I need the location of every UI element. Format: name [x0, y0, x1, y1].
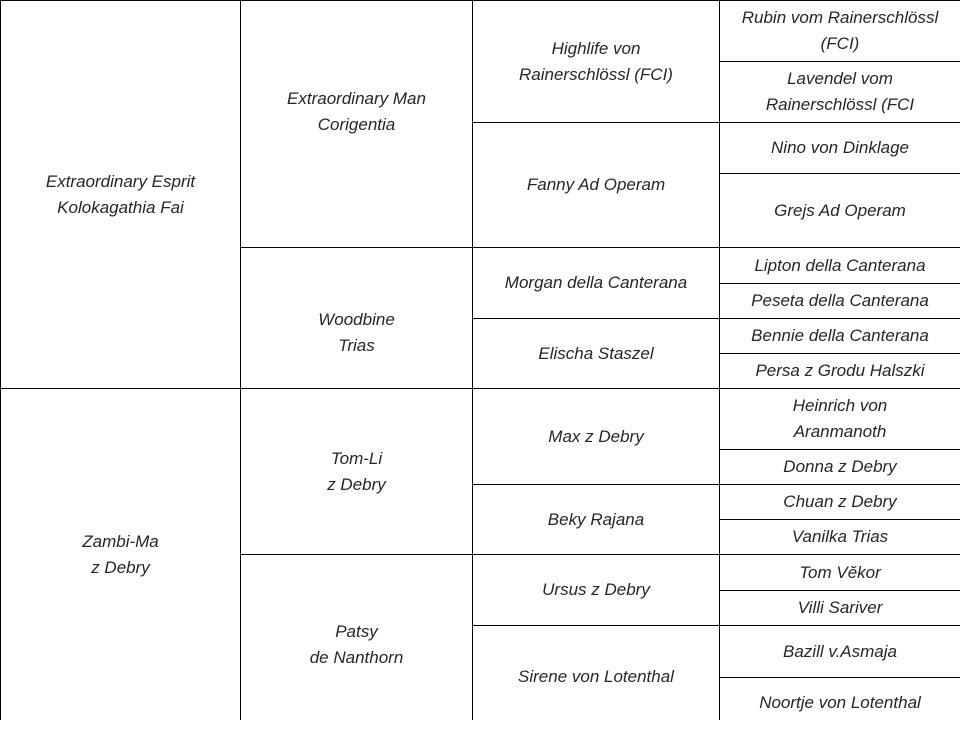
ancestor-name: Donna z Debry	[783, 457, 897, 476]
ancestor-cell	[720, 248, 960, 283]
ancestor-name: Lipton della Canterana	[754, 255, 926, 275]
ancestor-cell	[720, 485, 960, 519]
grandparent-cell	[241, 1, 472, 223]
ancestor-name: Persa z Grodu Halszki	[755, 361, 925, 380]
sire-cell	[1, 1, 240, 388]
great-grandparent-cell	[473, 123, 719, 247]
ancestor-cell	[720, 450, 960, 484]
great-grandparent-name: Highlife von Rainerschlössl (FCI)	[519, 38, 673, 84]
grandparent-cell	[241, 389, 472, 554]
ancestor-cell	[720, 678, 960, 728]
ancestor-name: Peseta della Canterana	[751, 291, 929, 310]
ancestor-name: Villi Sariver	[797, 598, 883, 617]
ancestor-name: Tom Vĕkor	[799, 562, 881, 582]
great-grandparent-name: Morgan della Canterana	[504, 273, 688, 292]
great-grandparent-cell	[473, 319, 719, 388]
great-grandparent-cell	[473, 248, 719, 318]
ancestor-cell	[720, 1, 960, 61]
dam-cell	[1, 389, 240, 720]
great-grandparent-cell	[473, 555, 719, 625]
great-grandparent-name: Elischa Staszel	[538, 343, 654, 363]
ancestor-cell	[720, 284, 960, 318]
great-grandparent-cell	[473, 485, 719, 554]
ancestor-cell	[720, 591, 960, 625]
grandparent-cell	[241, 555, 472, 735]
ancestor-name: Noortje von Lotenthal	[759, 693, 921, 712]
ancestor-cell	[720, 62, 960, 122]
ancestor-cell	[720, 520, 960, 554]
grandparent-name: Patsy de Nanthorn	[309, 622, 404, 667]
great-grandparent-name: Sirene von Lotenthal	[518, 667, 674, 686]
great-grandparent-name: Beky Rajana	[547, 509, 645, 529]
ancestor-name: Nino von Dinklage	[771, 138, 909, 157]
dam-name: Zambi-Ma z Debry	[82, 531, 159, 577]
great-grandparent-cell	[473, 389, 719, 484]
grandparent-name: Woodbine Trias	[318, 310, 395, 355]
grandparent-name: Extraordinary Man Corigentia	[287, 89, 426, 134]
great-grandparent-name: Ursus z Debry	[542, 580, 650, 599]
ancestor-cell	[720, 123, 960, 173]
ancestor-cell	[720, 174, 960, 247]
great-grandparent-cell	[473, 626, 719, 728]
ancestor-cell	[720, 555, 960, 590]
ancestor-name: Bazill v.Asmaja	[783, 641, 897, 661]
great-grandparent-cell	[473, 1, 719, 122]
ancestor-cell	[720, 319, 960, 353]
ancestor-cell	[720, 389, 960, 449]
ancestor-cell	[720, 626, 960, 677]
ancestor-name: Grejs Ad Operam	[774, 200, 906, 220]
ancestor-name: Chuan z Debry	[783, 492, 897, 511]
ancestor-name: Bennie della Canterana	[751, 326, 929, 345]
ancestor-name: Heinrich von Aranmanoth	[792, 396, 888, 441]
sire-name: Extraordinary Esprit Kolokagathia Fai	[45, 171, 196, 217]
ancestor-name: Rubin vom Rainerschlössl (FCI)	[741, 8, 939, 53]
grandparent-name: Tom-Li z Debry	[327, 448, 386, 494]
ancestor-name: Vanilka Trias	[791, 527, 889, 546]
great-grandparent-name: Max z Debry	[548, 426, 644, 446]
great-grandparent-name: Fanny Ad Operam	[526, 175, 666, 194]
ancestor-name: Lavendel vom Rainerschlössl (FCI	[765, 69, 915, 114]
ancestor-cell	[720, 354, 960, 388]
